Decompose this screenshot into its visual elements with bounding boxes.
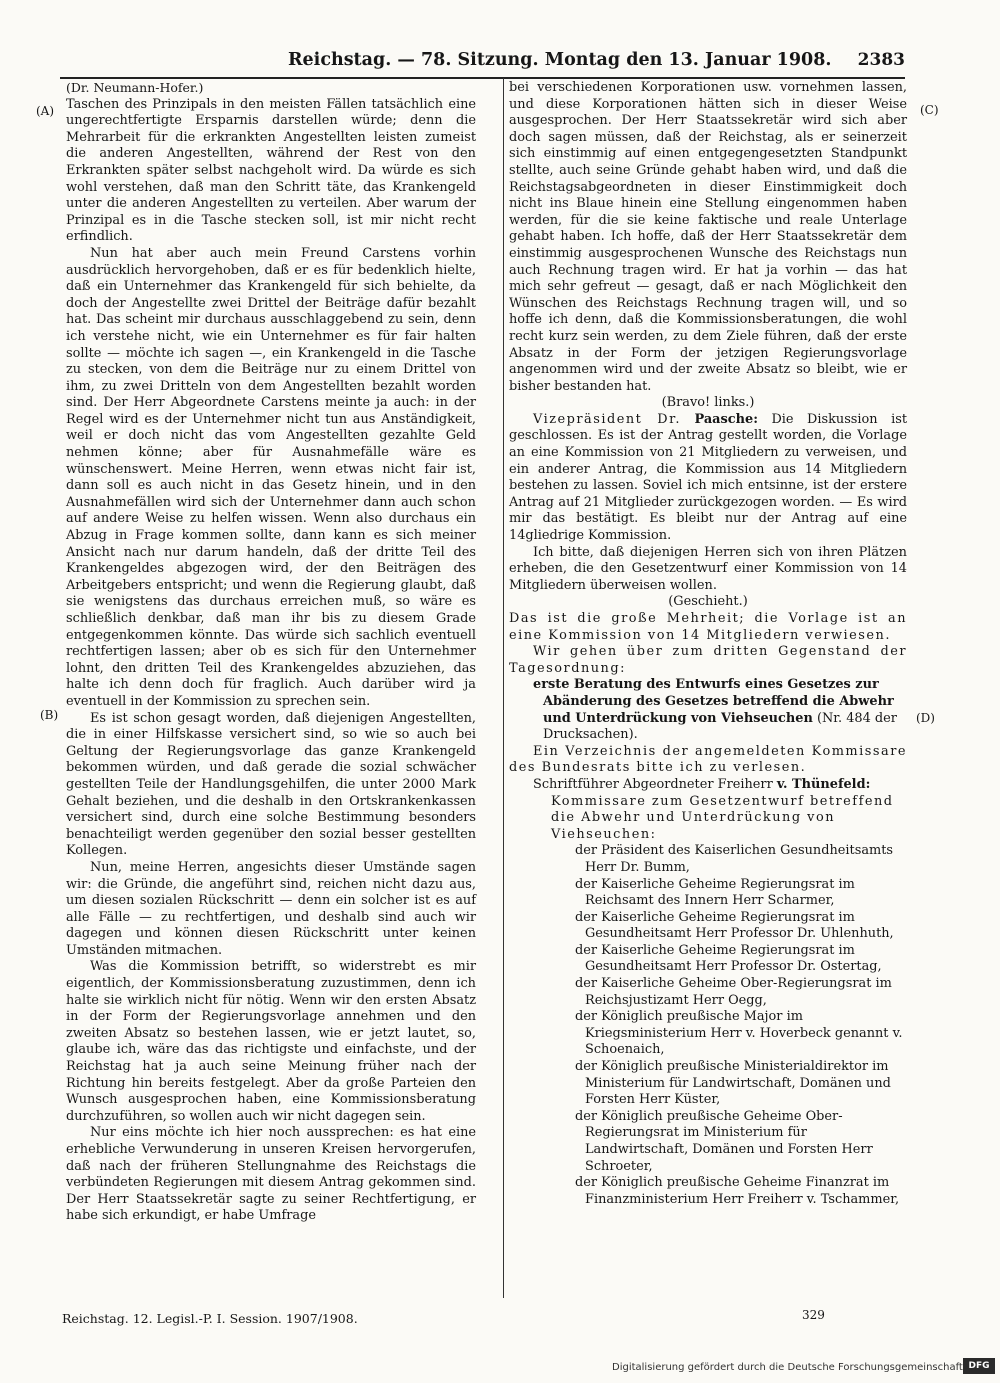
list-item: der Königlich preußische Geheime Ober-Regierungsrat im Ministerium für Landwirtschaft, Domänen und Forsten Herr Schroeter,	[575, 1108, 873, 1174]
agenda-title: erste Beratung des Entwurfs eines Gesetzes zur Abänderung des Gesetzes betreffend die Abwehr und Unterdrückung von Viehseuchen	[533, 677, 894, 726]
speaker-name: Paasche:	[694, 411, 758, 427]
list-item: der Königlich preußische Geheime Finanzrat im Finanzministerium Herr Freiherr v. Tschammer,	[575, 1175, 900, 1207]
secretary-statement	[509, 777, 907, 794]
paragraph: Nur eins möchte ich hier noch aussprechen: es hat eine erhebliche Verwunderung in unseren Kreisen hervorgerufen, daß nach der früheren Stellungnahme des Reichstags die verbündeten Regierungen mit diesem Antrag gekommen sind. Der Herr Staatssekretär sagte zu seiner Rechtfertigung, er habe sich erkundigt, er habe Umfrage	[66, 1125, 476, 1224]
statement-text: Die Diskussion ist geschlossen. Es ist der Antrag gestellt worden, die Vorlage an eine Kommission von 21 Mitgliedern zu verweisen, und ein anderer Antrag, die Kommission aus 14 Mitgliedern bestehen zu lassen. Soviel ich mich entsinne, ist der erstere Antrag auf 21 Mitglieder zurückgezogen worden. — Es wird mir das bestätigt. Es bleibt nur der Antrag auf eine 14gliedrige Kommission.	[509, 411, 907, 544]
paragraph: Es ist schon gesagt worden, daß diejenigen Angestellten, die in einer Hilfskasse versichert sind, so wie so auch bei Geltung der Regierungsvorlage das ganze Krankengeld bekommen würden, und daß gerade die sozial schwächer gestellten Teile der Handlungsgehilfen, die unter 2000 Mark Gehalt beziehen, und die deshalb in den Ortskrankenkassen versichert sind, durch eine solche Bestimmung besonders benachteiligt werden gegenüber den sozial besser gestellten Kollegen.	[66, 710, 476, 859]
running-title: Reichstag. — 78. Sitzung. Montag den 13. Januar 1908.	[288, 50, 832, 70]
list-item: der Königlich preußische Major im Kriegsministerium Herr v. Hoverbeck genannt v. Schoenaich,	[575, 1009, 903, 1058]
list-item: der Kaiserliche Geheime Regierungsrat im Gesundheitsamt Herr Professor Dr. Ostertag,	[575, 942, 882, 975]
commissioner-list-title: Kommissare zum Gesetzentwurf betreffend die Abwehr und Unterdrückung von Viehseuchen:	[551, 793, 894, 842]
speaker-role: Vizepräsident Dr.	[533, 411, 681, 427]
left-column	[66, 80, 476, 1225]
interjection-geschieht: (Geschieht.)	[668, 594, 748, 610]
commissioner-list	[509, 843, 907, 1208]
list-item: der Kaiserliche Geheime Ober-Regierungsrat im Reichsjustizamt Herr Oegg,	[575, 976, 892, 1008]
dfg-logo: DFG	[963, 1358, 995, 1374]
page-number: 2383	[857, 50, 905, 70]
interjection-bravo: (Bravo! links.)	[661, 395, 755, 411]
speaker-tag: (Dr. Neumann-Hofer.)	[66, 80, 204, 95]
header-rule	[60, 77, 905, 79]
speaker-role: Schriftführer Abgeordneter Freiherr	[533, 776, 773, 792]
margin-mark-c: (C)	[920, 103, 939, 117]
speaker-name: v. Thünefeld:	[776, 776, 871, 792]
agenda-reference: (Nr. 484 der Drucksachen).	[543, 710, 897, 743]
paragraph: Nun hat aber auch mein Freund Carstens vorhin ausdrücklich hervorgehoben, daß er es für bedenklich hielte, daß ein Unternehmer das Krankengeld für sich behielte, da doch der Angestellte zwei Drittel der Beiträge dafür bezahlt hat. Das scheint mir durchaus ausschlaggebend zu sein, denn ich verstehe nicht, wie ein Unternehmer es für fair halten sollte — möchte ich sagen —, ein Krankengeld in die Tasche zu stecken, von dem die Beiträge nur zu einem Drittel von ihm, zu zwei Dritteln von dem Angestellten bezahlt worden sind. Der Herr Abgeordnete Carstens meinte ja auch: in der Regel wird es der Unternehmer nicht tun aus Anständigkeit, weil er doch nicht das vom Angestellten gezahlte Geld nehmen könne; aber für Ausnahmefälle wäre es wünschenswert. Meine Herren, wenn etwas nicht fair ist, dann soll es auch nicht in das Gesetz hinein, und in den Ausnahmefällen wird sich der Unternehmer dann auch schon auf andere Weise zu helfen wissen. Wenn also durchaus ein Abzug in Frage kommen sollte, dann kann es sich meiner Ansicht nach nur darum handeln, daß der dritte Teil des Krankengeldes abgezogen wird, der den Beiträgen des Arbeitgebers entspricht; und wenn die Regierung glaubt, daß sie wenigstens das durchaus erreichen muß, so wäre es schließlich denkbar, daß man ihr bis zu diesem Grade entgegenkommen könnte. Das würde sich sachlich eventuell rechtfertigen lassen; aber ob es sich für den Unternehmer lohnt, den dritten Teil des Krankengeldes abzuziehen, das halte ich denn doch für fraglich. Auch darüber wird ja eventuell in der Kommission zu sprechen sein.	[66, 245, 476, 709]
margin-mark-b: (B)	[40, 708, 59, 722]
page-header	[60, 48, 905, 74]
list-item: der Präsident des Kaiserlichen Gesundheitsamts Herr Dr. Bumm,	[575, 843, 894, 875]
paragraph: Ich bitte, daß diejenigen Herren sich von ihren Plätzen erheben, die den Gesetzentwurf einer Kommission von 14 Mitgliedern überweisen wollen.	[509, 544, 907, 593]
margin-mark-d: (D)	[916, 711, 935, 725]
vice-president-statement	[509, 412, 907, 545]
paragraph-next-item: Wir gehen über zum dritten Gegenstand der Tagesordnung:	[509, 644, 907, 676]
footer-sheet-number: 329	[802, 1308, 825, 1322]
list-item: der Königlich preußische Ministerialdirektor im Ministerium für Landwirtschaft, Domänen und Forsten Herr Küster,	[575, 1059, 891, 1108]
right-column	[509, 80, 907, 1208]
paragraph: Was die Kommission betrifft, so widerstrebt es mir eigentlich, der Kommissionsberatung zuzustimmen, denn ich halte sie wirklich nicht für nötig. Wenn wir den ersten Absatz in der Form der Regierungsvorlage annehmen und den zweiten Absatz so bestehen lassen, wie er jetzt lautet, so, glaube ich, wäre das das richtigste und einfachste, und der Reichstag hat ja auch seine Meinung früher nach der Richtung hin bereits festgelegt. Aber da große Parteien den Wunsch ausgesprochen haben, eine Kommissionsberatung durchzuführen, so wollen auch wir nicht dagegen sein.	[66, 959, 476, 1124]
paragraph: Nun, meine Herren, angesichts dieser Umstände sagen wir: die Gründe, die angeführt sind, reichen nicht dazu aus, um diesen sozialen Rückschritt — denn ein solcher ist es auf alle Fälle — zu rechtfertigen, und deshalb sind auch wir dagegen und können diesen Rückschritt unter keinen Umständen mitmachen.	[66, 859, 476, 958]
paragraph: Taschen des Prinzipals in den meisten Fällen tatsächlich eine ungerechtfertigte Ersparnis darstellen würde; denn die Mehrarbeit für die erkrankten Angestellten leisten zumeist die anderen Angestellten, während der Rest von den Erkrankten später selbst nachgeholt wird. Da würde es sich wohl verstehen, daß man den Schritt täte, das Krankengeld unter die anderen Angestellten zu verteilen. Aber warum der Prinzipal es in die Tasche stecken soll, ist mir nicht recht erfindlich.	[66, 96, 476, 245]
digitization-credit: Digitalisierung gefördert durch die Deutsche Forschungsgemeinschaft	[612, 1362, 963, 1373]
footer-session: Reichstag. 12. Legisl.-P. I. Session. 1907/1908.	[62, 1311, 358, 1326]
column-divider	[503, 78, 504, 1298]
list-item: der Kaiserliche Geheime Regierungsrat im Reichsamt des Innern Herr Scharmer,	[575, 876, 855, 909]
list-item: der Kaiserliche Geheime Regierungsrat im Gesundheitsamt Herr Professor Dr. Uhlenhuth,	[575, 909, 894, 942]
margin-mark-a: (A)	[36, 104, 55, 118]
paragraph: bei verschiedenen Korporationen usw. vornehmen lassen, und diese Korporationen hätten sich in dieser Weise ausgesprochen. Der Herr Staatssekretär wird sich aber doch sagen müssen, daß der Reichstag, als er seinerzeit sich einstimmig auf einen entgegengesetzten Standpunkt stellte, auch seine Gründe gehabt haben wird, und daß die Reichstagsabgeordneten in dieser Einstimmigkeit doch nicht ins Blaue hinein eine Stellung eingenommen haben werden, für die sie keine faktische und reale Unterlage gehabt haben. Ich hoffe, daß der Herr Staatssekretär dem einstimmig ausgesprochenen Wunsche des Reichstags nun auch Rechnung tragen wird. Er hat ja vorhin — das hat mich sehr gefreut — gesagt, daß er nach Möglichkeit den Wünschen des Reichstags Rechnung tragen will, und so hoffe ich denn, daß die Kommissionsberatungen, die wohl recht kurz sein werden, zu dem Ziele führen, daß der erste Absatz in der Form der jetzigen Regierungsvorlage angenommen wird und der zweite Absatz so bleibt, wie er bisher bestanden hat.	[509, 80, 907, 394]
agenda-item	[509, 677, 907, 743]
paragraph-majority: Das ist die große Mehrheit; die Vorlage ist an eine Kommission von 14 Mitgliedern verwiesen.	[509, 611, 907, 643]
paragraph-list-request: Ein Verzeichnis der angemeldeten Kommissare des Bundesrats bitte ich zu verlesen.	[509, 743, 907, 776]
